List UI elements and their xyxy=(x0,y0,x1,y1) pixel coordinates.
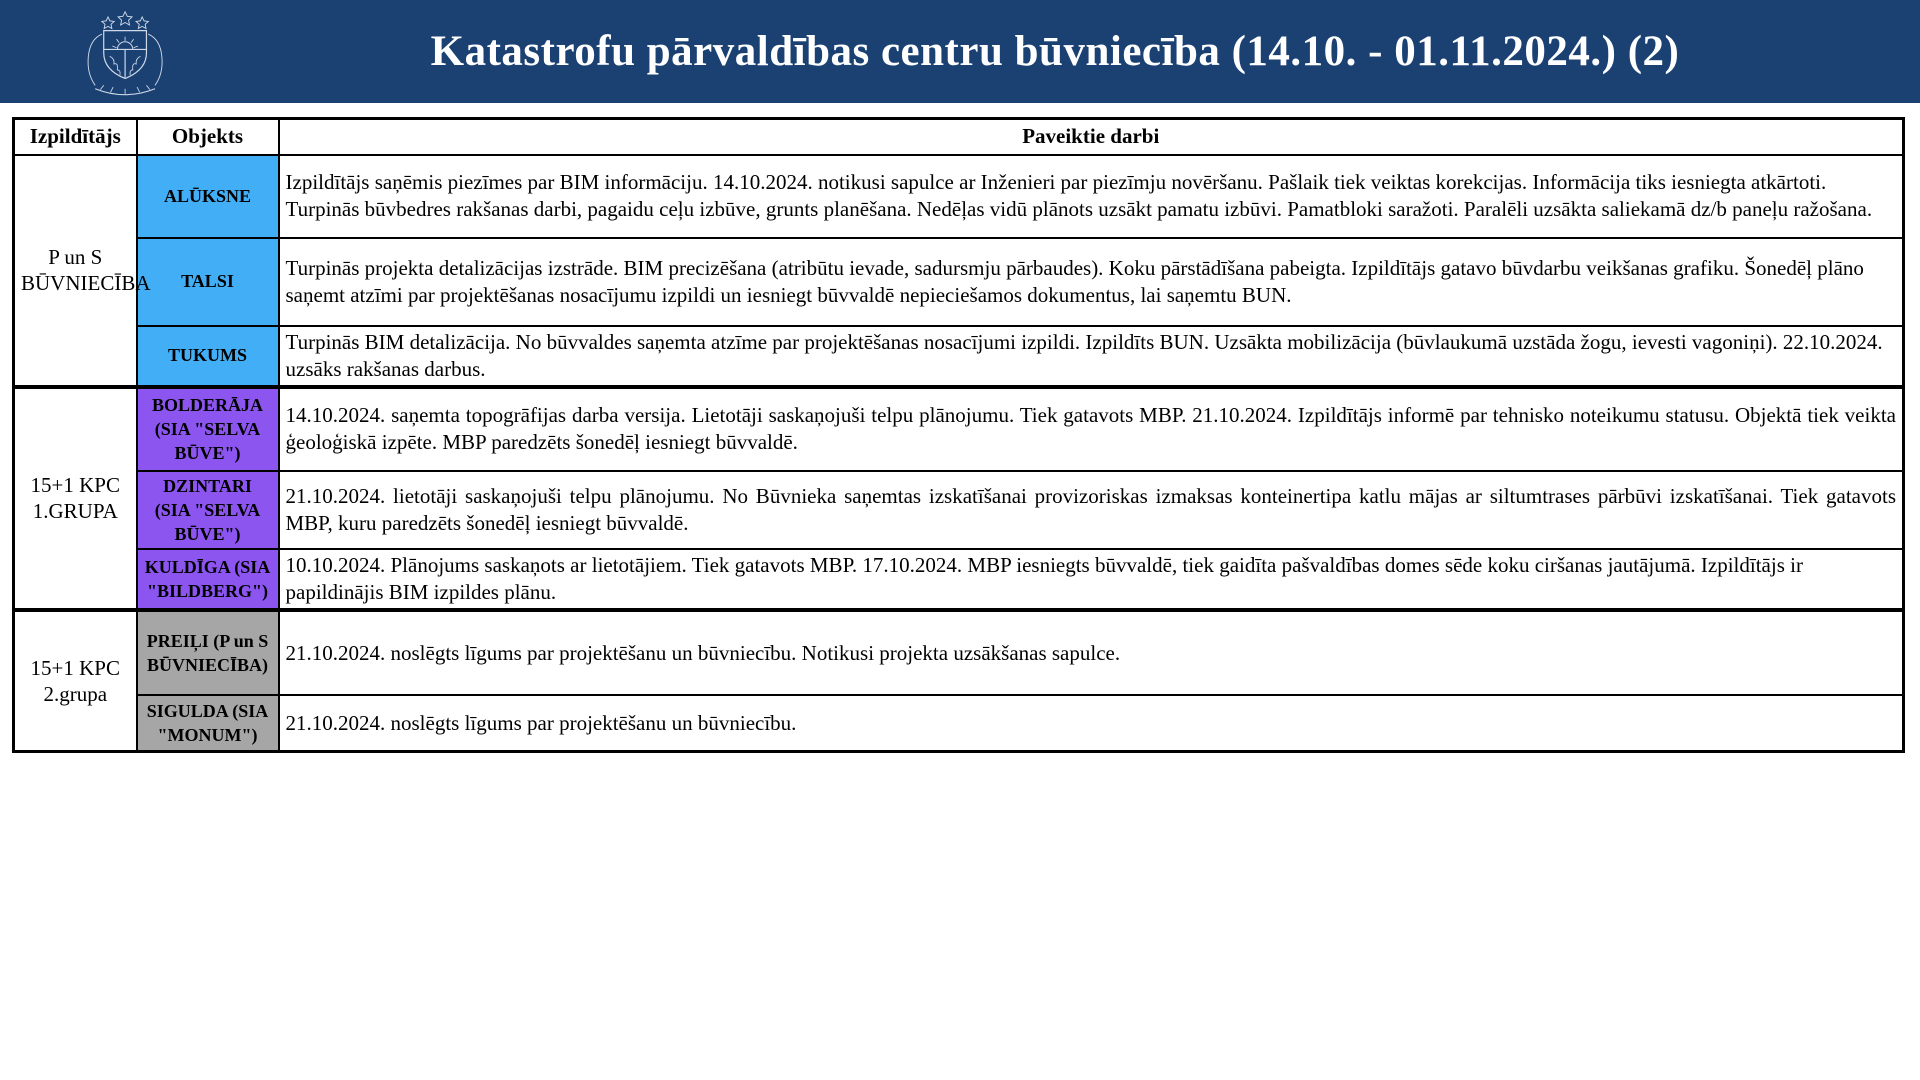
table-row xyxy=(14,610,1904,695)
object-cell: BOLDERĀJA (SIA "SELVA BŪVE") xyxy=(137,387,279,471)
table-row xyxy=(14,549,1904,610)
work-cell: Izpildītājs saņēmis piezīmes par BIM informāciju. 14.10.2024. notikusi sapulce ar Inženieri par piezīmju novēršanu. Pašlaik tiek veiktas korekcijas. Informācija tiks iesniegta atkārtoti. Turpinās būvbedres rakšanas darbi, pagaidu ceļu izbūve, grunts planēšana. Nedēļas vidū plānots uzsākt pamatu izbūvi. Pamatbloki saražoti. Paralēli uzsākta saliekamā dz/b paneļu ražošana. xyxy=(279,155,1904,238)
coat-of-arms-svg xyxy=(61,5,189,99)
executor-cell: P un S BŪVNIECĪBA xyxy=(14,155,137,387)
work-cell: 21.10.2024. noslēgts līgums par projektēšanu un būvniecību. xyxy=(279,695,1904,751)
object-cell: TALSI xyxy=(137,238,279,326)
header-bar xyxy=(0,0,1920,103)
work-cell: Turpinās projekta detalizācijas izstrāde. BIM precizēšana (atribūtu ievade, sadursmju pārbaudes). Koku pārstādīšana pabeigta. Izpildītājs gatavo būvdarbu veikšanas grafiku. Šonedēļ plāno saņemt atzīmi par projektēšanas nosacījumu izpildi un iesniegt būvvaldē nepieciešamos dokumentus, lai saņemtu BUN. xyxy=(279,238,1904,326)
column-header-object: Objekts xyxy=(137,119,279,155)
latvia-coat-of-arms-icon xyxy=(0,0,250,103)
table-row xyxy=(14,326,1904,387)
work-cell: 21.10.2024. noslēgts līgums par projektēšanu un būvniecību. Notikusi projekta uzsākšanas sapulce. xyxy=(279,610,1904,695)
object-cell: TUKUMS xyxy=(137,326,279,387)
work-cell: 14.10.2024. saņemta topogrāfijas darba versija. Lietotāji saskaņojuši telpu plānojumu. Tiek gatavots MBP. 21.10.2024. Izpildītājs informē par tehnisko noteikumu statusu. Objektā tiek veikta ģeoloģiskā izpēte. MBP paredzēts šonedēļ iesniegt būvvaldē. xyxy=(279,387,1904,471)
table-header-row xyxy=(14,119,1904,155)
work-cell: Turpinās BIM detalizācija. No būvvaldes saņemta atzīme par projektēšanas nosacījumi izpildi. Izpildīts BUN. Uzsākta mobilizācija (būvlaukumā uzstāda žogu, ievesti vagoniņi). 22.10.2024. uzsāks rakšanas darbus. xyxy=(279,326,1904,387)
executor-cell: 15+1 KPC 1.GRUPA xyxy=(14,387,137,611)
executor-cell: 15+1 KPC 2.grupa xyxy=(14,610,137,751)
table-row xyxy=(14,155,1904,238)
table-row xyxy=(14,387,1904,471)
table-row xyxy=(14,471,1904,550)
object-cell: ALŪKSNE xyxy=(137,155,279,238)
table-row xyxy=(14,695,1904,751)
table-row xyxy=(14,238,1904,326)
report-table-container xyxy=(12,117,1905,753)
work-cell: 10.10.2024. Plānojums saskaņots ar lietotājiem. Tiek gatavots MBP. 17.10.2024. MBP iesniegts būvvaldē, tiek gaidīta pašvaldības domes sēde koku ciršanas jautājumā. Izpildītājs ir papildinājis BIM izpildes plānu. xyxy=(279,549,1904,610)
column-header-work: Paveiktie darbi xyxy=(279,119,1904,155)
object-cell: KULDĪGA (SIA "BILDBERG") xyxy=(137,549,279,610)
object-cell: SIGULDA (SIA "MONUM") xyxy=(137,695,279,751)
report-table xyxy=(12,117,1905,753)
object-cell: PREIĻI (P un S BŪVNIECĪBA) xyxy=(137,610,279,695)
work-cell: 21.10.2024. lietotāji saskaņojuši telpu plānojumu. No Būvnieka saņemtas izskatīšanai provizoriskas izmaksas konteinertipa katlu mājas ar siltumtrases pārbūvi izskatīšanai. Tiek gatavots MBP, kuru paredzēts šonedēļ iesniegt būvvaldē. xyxy=(279,471,1904,550)
object-cell: DZINTARI (SIA "SELVA BŪVE") xyxy=(137,471,279,550)
column-header-executor: Izpildītājs xyxy=(14,119,137,155)
page-title: Katastrofu pārvaldības centru būvniecība (14.10. - 01.11.2024.) (2) xyxy=(430,28,1680,75)
